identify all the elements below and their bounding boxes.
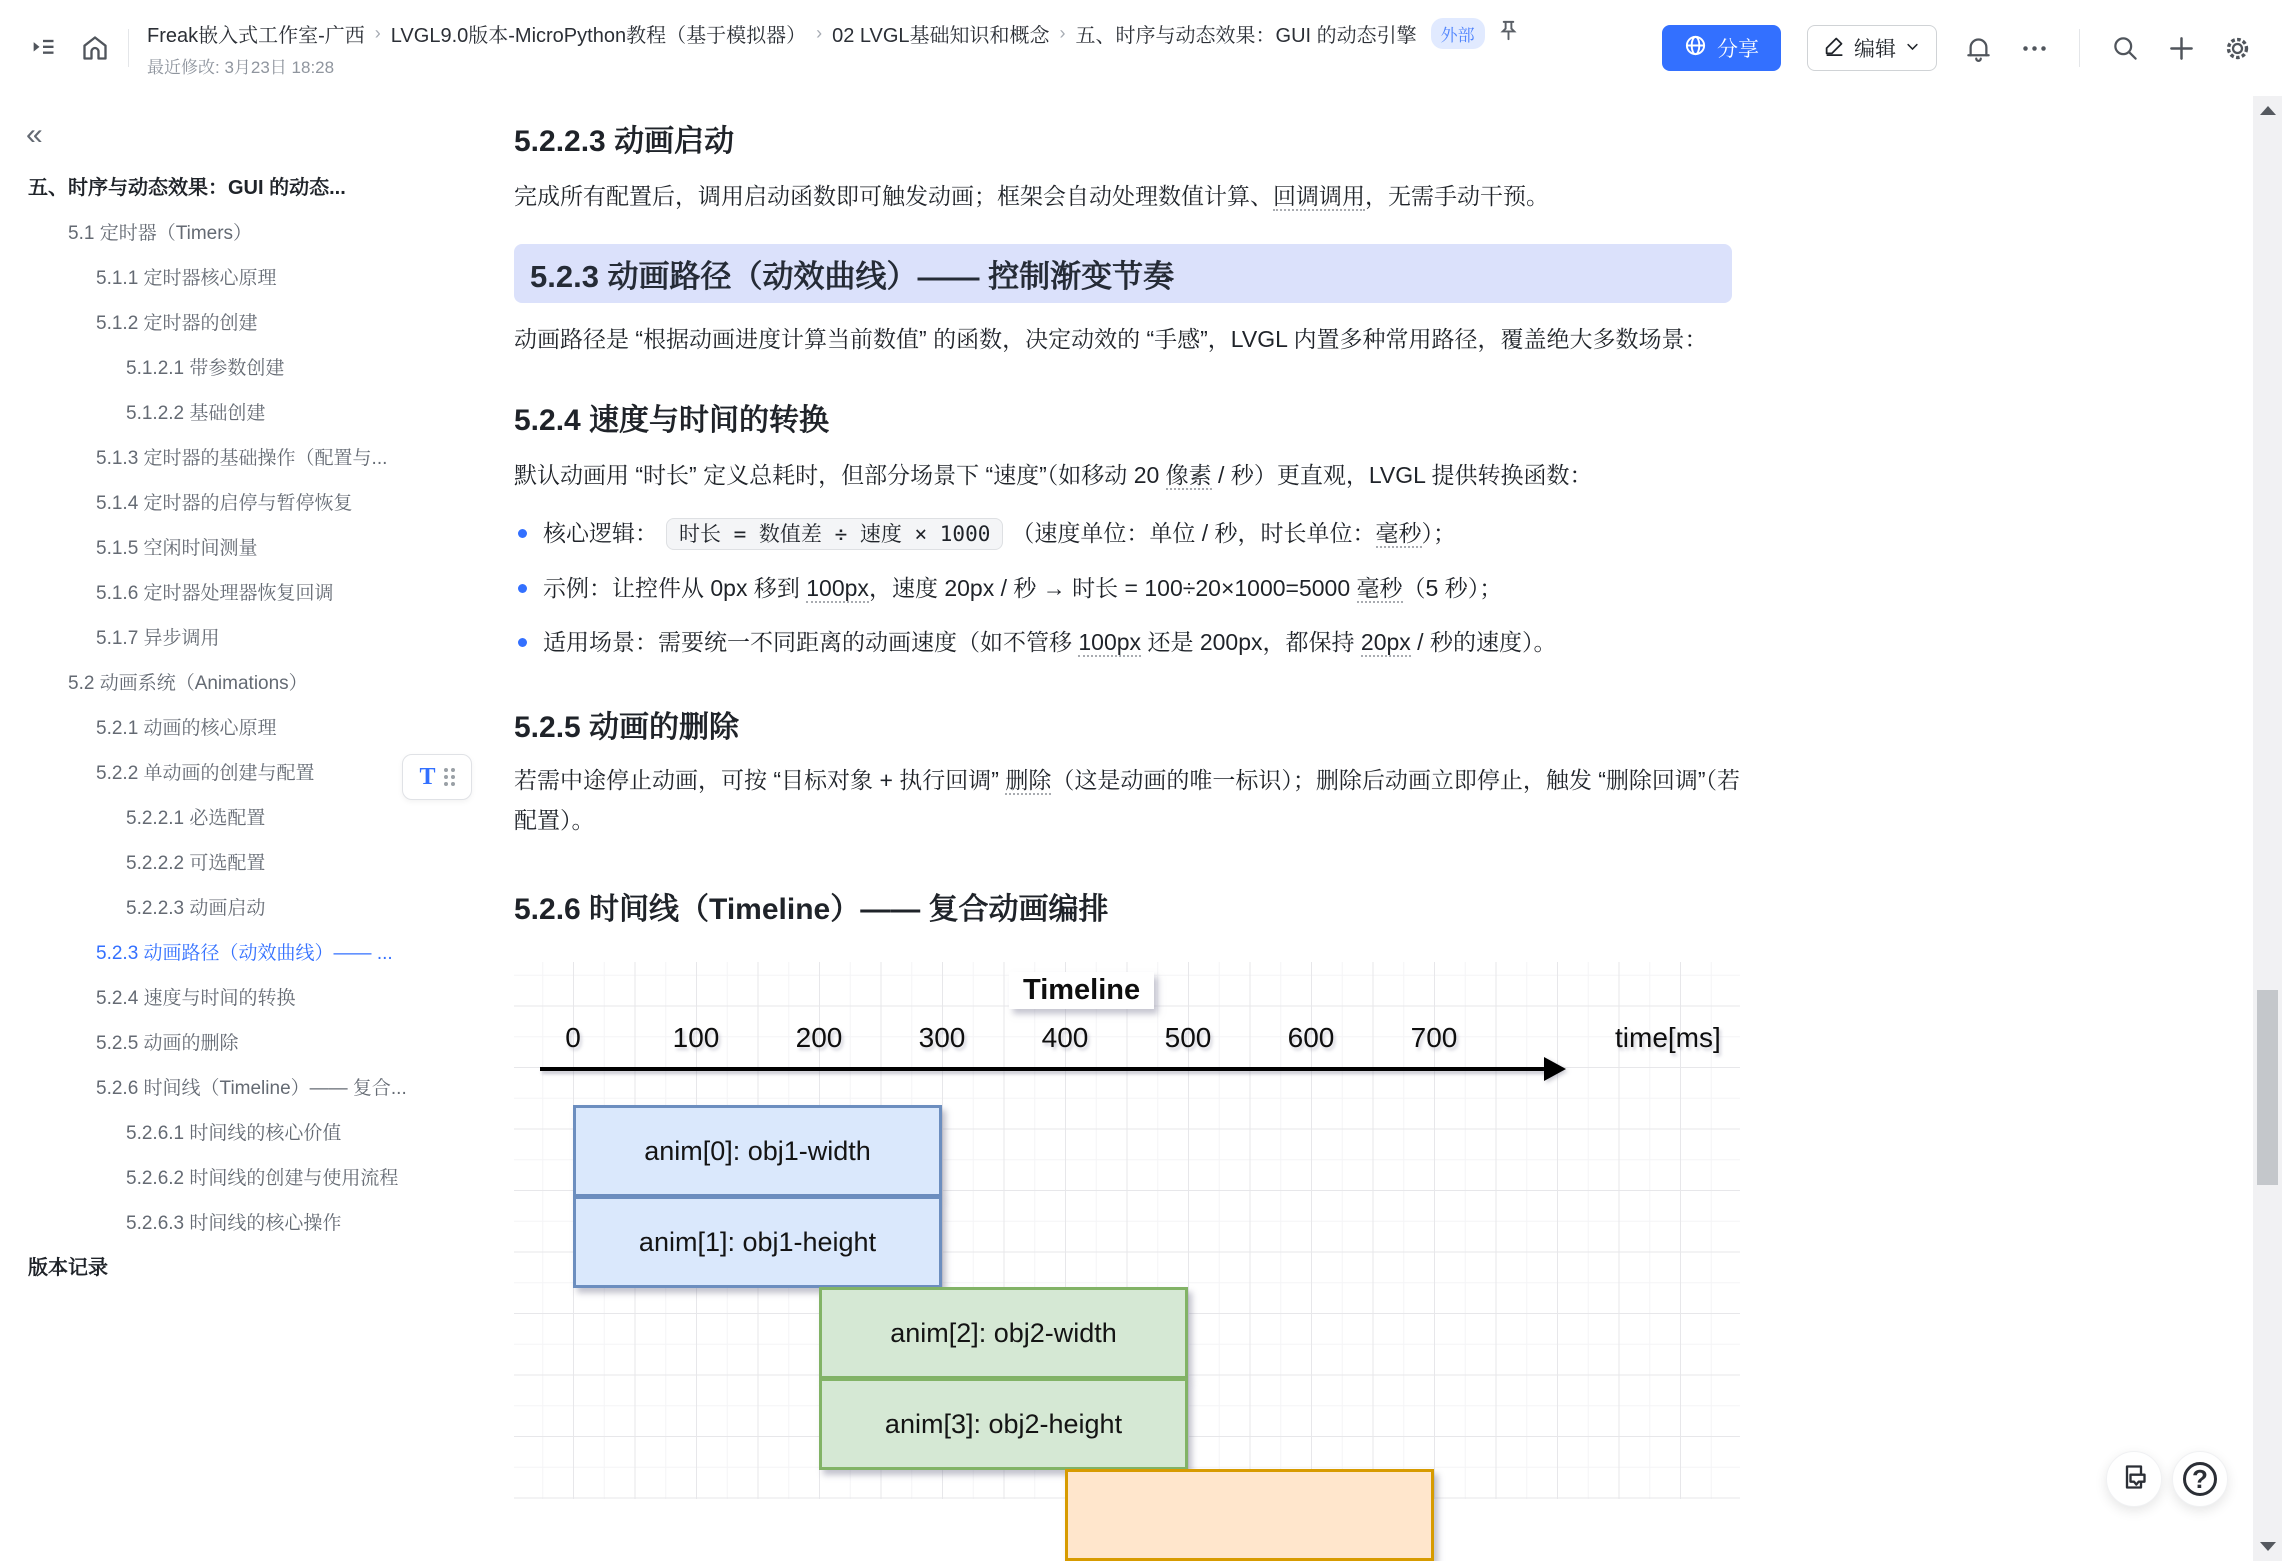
sidebar-item[interactable]: 5.2.6.2 时间线的创建与使用流程 [126,1168,399,1189]
drag-handle-icon[interactable] [444,768,455,786]
axis-tick-label: 500 [1164,1022,1212,1053]
heading-525: 5.2.5 动画的删除 [514,711,740,744]
new-doc-plus-icon[interactable] [2166,33,2196,63]
scroll-up-arrow[interactable] [2260,106,2276,115]
sidebar-item[interactable]: 5.2.3 动画路径（动效曲线）—— ... [96,943,393,964]
sidebar-item[interactable]: 五、时序与动态效果：GUI 的动态... [28,177,346,199]
pin-icon[interactable] [1497,19,1520,48]
bullet-list [514,513,1754,662]
breadcrumb-item-current[interactable]: 五、时序与动态效果：GUI 的动态引擎 [1075,25,1417,47]
sidebar-item[interactable]: 5.1.1 定时器核心原理 [96,268,277,289]
home-icon[interactable] [80,33,110,63]
sidebar-item[interactable]: 5.2.1 动画的核心原理 [96,718,277,739]
sidebar-item[interactable]: 5.2.6 时间线（Timeline）—— 复合... [96,1078,407,1099]
sidebar-item[interactable]: 5.1.5 空闲时间测量 [96,538,258,559]
sidebar-item[interactable]: 版本记录 [28,1257,108,1279]
comments-button[interactable] [2106,1451,2162,1507]
breadcrumb-separator: › [1059,23,1066,43]
top-bar [0,0,2282,96]
bullet-item: 核心逻辑： 时长 = 数值差 ÷ 速度 × 1000 （速度单位：单位 / 秒，时长单位：毫秒）； [514,513,1754,554]
pencil-icon [1824,35,1845,62]
paragraph-launch: 完成所有配置后，调用启动函数即可触发动画；框架会自动处理数值计算、回调调用，无需手动干预。 [514,183,1549,209]
heading-526: 5.2.6 时间线（Timeline）—— 复合动画编排 [514,893,1109,926]
vertical-scrollbar[interactable] [2253,96,2282,1561]
heading-524: 5.2.4 速度与时间的转换 [514,404,830,437]
time-axis [540,1067,1552,1071]
bullet-item: 示例：让控件从 0px 移到 100px，速度 20px / 秒 → 时长 = 100÷20×1000=5000 毫秒（5 秒）； [514,568,1754,608]
paragraph-path: 动画路径是 “根据动画进度计算当前数值” 的函数，决定动效的 “手感”，LVGL 内置多种常用路径，覆盖绝大多数场景： [514,326,1708,352]
more-options-icon[interactable] [2019,33,2049,63]
external-badge: 外部 [1431,18,1485,49]
paragraph-speed: 默认动画用 “时长” 定义总耗时，但部分场景下 “速度”（如移动 20 像素 / 秒）更直观，LVGL 提供转换函数： [514,462,1593,488]
search-icon[interactable] [2110,33,2140,63]
axis-tick-label: 0 [565,1022,581,1053]
share-button[interactable]: 分享 [1662,25,1781,71]
sidebar-item[interactable]: 5.2.4 速度与时间的转换 [96,988,296,1009]
document-body [419,96,2253,1561]
scrollbar-thumb[interactable] [2257,990,2278,1185]
question-mark-icon: ? [2183,1462,2217,1496]
toc-list [0,166,470,1291]
header-divider [128,29,129,67]
chart-title: Timeline [1009,972,1154,1009]
axis-tick-label: 300 [918,1022,966,1053]
sidebar-item[interactable]: 5.2 动画系统（Animations） [68,673,308,694]
timeline-bar: anim[3]: obj2-height [819,1378,1188,1470]
paragraph-delete: 若需中途停止动画，可按 “目标对象 + 执行回调” 删除（这是动画的唯一标识）；删除后动画立即停止，触发 “删除回调”（若配置）。 [514,767,1741,833]
axis-tick-label: 100 [672,1022,720,1053]
sidebar-item[interactable]: 5.1.2 定时器的创建 [96,313,258,334]
axis-tick-label: 200 [795,1022,843,1053]
header-divider [2079,29,2080,67]
toc-sidebar [0,96,470,1561]
time-axis-arrowhead [1544,1057,1566,1081]
heading-5223: 5.2.2.3 动画启动 [514,125,735,158]
sidebar-item[interactable]: 5.2.6.1 时间线的核心价值 [126,1123,342,1144]
sidebar-item[interactable]: 5.1 定时器（Timers） [68,223,253,244]
sidebar-item[interactable]: 5.2.2.1 必选配置 [126,808,266,829]
timeline-bar: anim[0]: obj1-width [573,1105,942,1197]
breadcrumb-item[interactable]: LVGL9.0版本-MicroPython教程（基于模拟器） [390,25,807,47]
sidebar-item[interactable]: 5.1.3 定时器的基础操作（配置与... [96,448,388,469]
help-button[interactable] [2172,1451,2228,1507]
last-modified: 最近修改: 3月23日 18:28 [147,58,335,77]
sidebar-item[interactable]: 5.1.6 定时器处理器恢复回调 [96,583,334,604]
scroll-down-arrow[interactable] [2260,1542,2276,1551]
sidebar-item[interactable]: 5.1.2.2 基础创建 [126,403,266,424]
edit-button[interactable]: 编辑 [1807,25,1937,71]
collapse-sidebar-icon[interactable]: « [26,118,43,151]
sidebar-item[interactable]: 5.2.6.3 时间线的核心操作 [126,1213,342,1234]
sidebar-item[interactable]: 5.2.5 动画的删除 [96,1033,239,1054]
settings-gear-icon[interactable] [2222,33,2252,63]
sidebar-toggle-icon[interactable] [28,33,58,63]
text-style-icon[interactable]: T [419,763,436,790]
notification-bell-icon[interactable] [1963,33,1993,63]
sidebar-item[interactable]: 5.1.2.1 带参数创建 [126,358,285,379]
breadcrumb-separator: › [816,23,823,43]
breadcrumb-block [147,18,1520,78]
block-hover-toolbar [402,754,472,800]
axis-tick-label: 400 [1041,1022,1089,1053]
sidebar-item[interactable]: 5.2.2.3 动画启动 [126,898,266,919]
sidebar-item[interactable]: 5.2.2.2 可选配置 [126,853,266,874]
timeline-bar [1065,1469,1434,1561]
time-axis-label: time[ms] [1615,1022,1721,1053]
axis-tick-label: 700 [1410,1022,1458,1053]
heading-523-highlighted: 5.2.3 动画路径（动效曲线）—— 控制渐变节奏 [514,244,1732,303]
sidebar-item[interactable]: 5.1.7 异步调用 [96,628,220,649]
breadcrumb-item[interactable]: Freak嵌入式工作室-广西 [147,25,365,47]
timeline-diagram [514,962,1740,1499]
globe-icon [1684,34,1707,63]
bullet-item: 适用场景：需要统一不同距离的动画速度（如不管移 100px 还是 200px，都保持 20px / 秒的速度）。 [514,622,1754,662]
axis-tick-label: 600 [1287,1022,1335,1053]
doc-comment-icon [2120,1463,2148,1496]
sidebar-item[interactable]: 5.2.2 单动画的创建与配置 [96,763,315,784]
timeline-bar: anim[2]: obj2-width [819,1287,1188,1379]
chevron-down-icon [1905,36,1920,60]
floating-buttons [2106,1451,2228,1507]
breadcrumb-item[interactable]: 02 LVGL基础知识和概念 [832,25,1050,47]
sidebar-item[interactable]: 5.1.4 定时器的启停与暂停恢复 [96,493,353,514]
timeline-bar: anim[1]: obj1-height [573,1196,942,1288]
breadcrumb [147,18,1520,49]
breadcrumb-separator: › [374,23,381,43]
